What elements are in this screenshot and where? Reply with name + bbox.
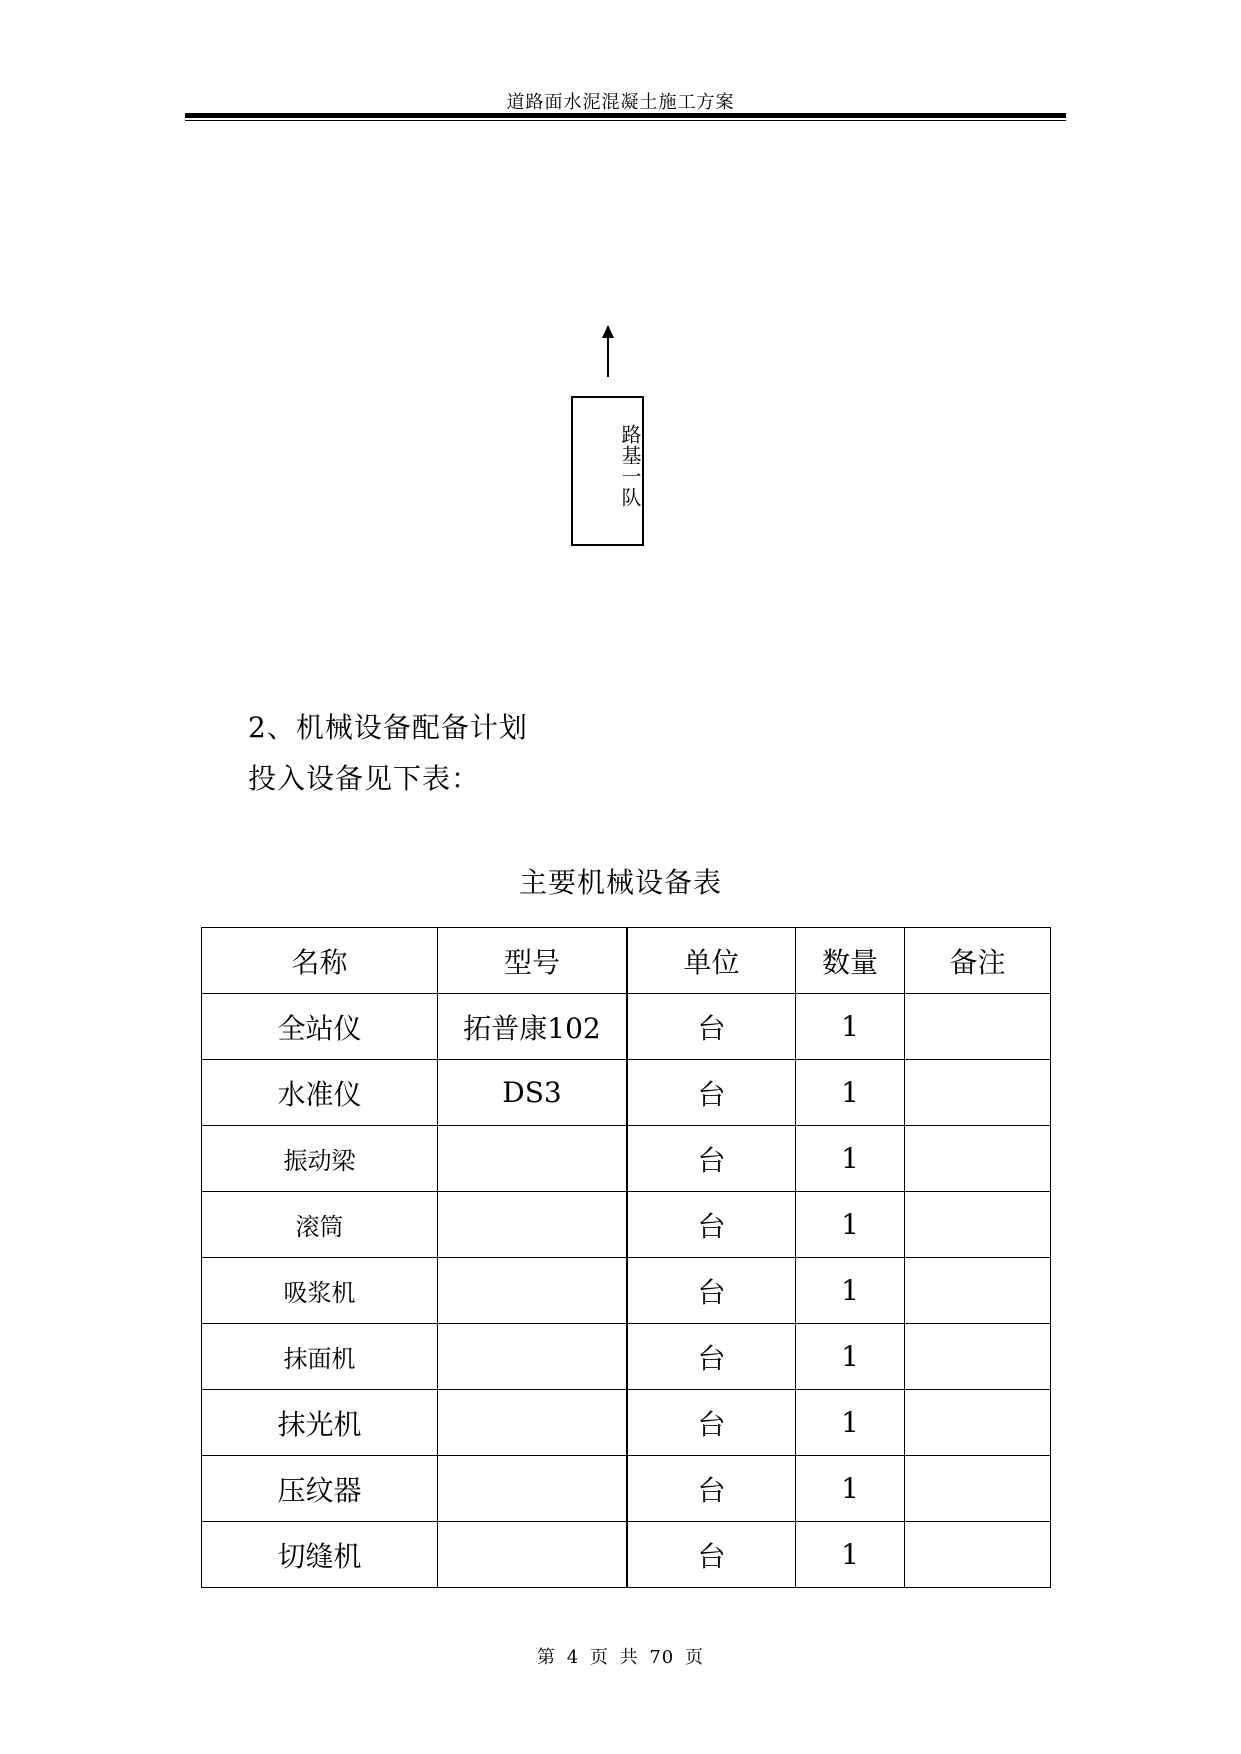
cell-qty: 1 [796, 1324, 905, 1390]
cell-name: 切缝机 [202, 1522, 438, 1588]
cell-note [905, 1324, 1051, 1390]
cell-qty: 1 [796, 1390, 905, 1456]
cell-name: 压纹器 [202, 1456, 438, 1522]
section-heading: 2、机械设备配备计划 [248, 711, 528, 744]
cell-note [905, 1258, 1051, 1324]
header-name: 名称 [202, 928, 438, 994]
cell-unit: 台 [627, 1522, 796, 1588]
header-model: 型号 [438, 928, 628, 994]
cell-model [438, 1390, 628, 1456]
table-row [202, 1456, 1051, 1522]
cell-name: 水准仪 [202, 1060, 438, 1126]
cell-unit: 台 [627, 1258, 796, 1324]
table-row [202, 1126, 1051, 1192]
table-caption: 主要机械设备表 [518, 866, 722, 899]
cell-model: DS3 [438, 1060, 628, 1126]
cell-note [905, 994, 1051, 1060]
cell-unit: 台 [627, 1192, 796, 1258]
table-row [202, 1258, 1051, 1324]
header-rule-thin [185, 120, 1066, 121]
header-rule [185, 113, 1066, 118]
cell-qty: 1 [796, 1192, 905, 1258]
cell-note [905, 1060, 1051, 1126]
header-unit: 单位 [627, 928, 796, 994]
cell-qty: 1 [796, 1522, 905, 1588]
table-header-row [202, 928, 1051, 994]
cell-qty: 1 [796, 994, 905, 1060]
table-row [202, 1324, 1051, 1390]
cell-note [905, 1126, 1051, 1192]
equipment-table [201, 927, 1051, 1588]
cell-unit: 台 [627, 1060, 796, 1126]
cell-unit: 台 [627, 1126, 796, 1192]
cell-note [905, 1456, 1051, 1522]
cell-model [438, 1522, 628, 1588]
page-footer: 第 4 页 共 70 页 [537, 1647, 704, 1668]
cell-unit: 台 [627, 1456, 796, 1522]
cell-qty: 1 [796, 1126, 905, 1192]
header-qty: 数量 [796, 928, 905, 994]
table-row [202, 994, 1051, 1060]
table-row [202, 1060, 1051, 1126]
cell-qty: 1 [796, 1060, 905, 1126]
header-note: 备注 [905, 928, 1051, 994]
cell-name: 滚筒 [202, 1192, 438, 1258]
cell-model [438, 1456, 628, 1522]
cell-model: 拓普康102 [438, 994, 628, 1060]
cell-name: 抹光机 [202, 1390, 438, 1456]
cell-unit: 台 [627, 1390, 796, 1456]
cell-model [438, 1258, 628, 1324]
cell-note [905, 1390, 1051, 1456]
up-arrow-icon [598, 325, 618, 377]
cell-unit: 台 [627, 1324, 796, 1390]
cell-name: 抹面机 [202, 1324, 438, 1390]
intro-text: 投入设备见下表： [248, 762, 481, 795]
cell-name: 吸浆机 [202, 1258, 438, 1324]
cell-name: 全站仪 [202, 994, 438, 1060]
cell-note [905, 1522, 1051, 1588]
cell-model [438, 1192, 628, 1258]
cell-qty: 1 [796, 1258, 905, 1324]
cell-model [438, 1126, 628, 1192]
cell-unit: 台 [627, 994, 796, 1060]
team-box-label: 路基一队 [618, 424, 642, 508]
team-box [571, 396, 644, 546]
table-row [202, 1390, 1051, 1456]
page-header-title: 道路面水泥混凝土施工方案 [506, 92, 735, 113]
table-row [202, 1522, 1051, 1588]
cell-note [905, 1192, 1051, 1258]
table-row [202, 1192, 1051, 1258]
cell-model [438, 1324, 628, 1390]
cell-qty: 1 [796, 1456, 905, 1522]
cell-name: 振动梁 [202, 1126, 438, 1192]
